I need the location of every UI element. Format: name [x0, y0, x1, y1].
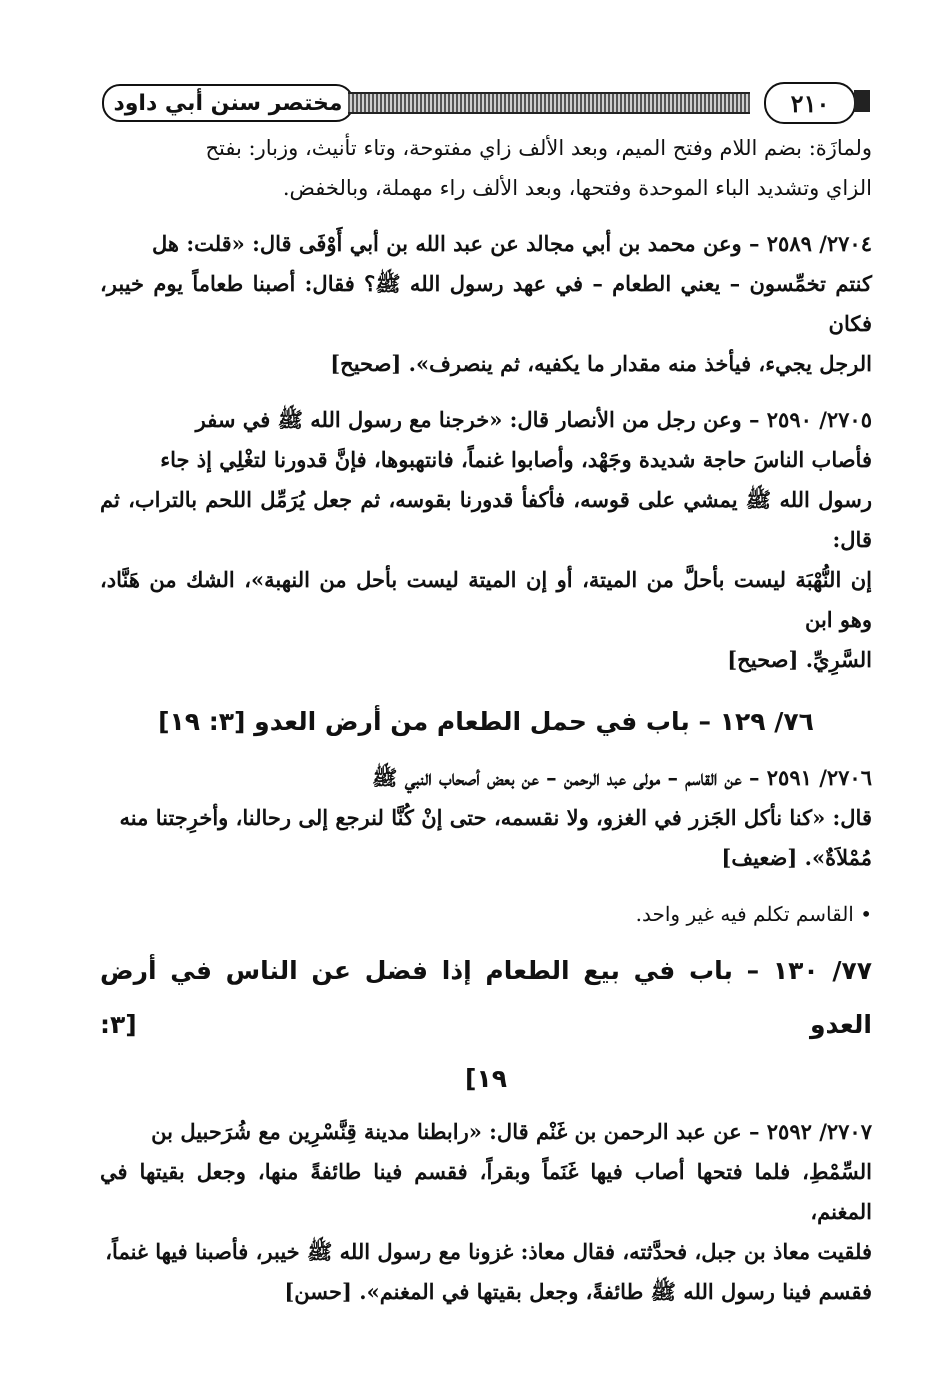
hadith-2705 [100, 400, 872, 680]
header-decorative-stripe [348, 92, 750, 114]
book-title: مختصر سنن أبي داود [102, 84, 354, 122]
header-end-block [854, 90, 870, 112]
text-line: ٢٧٠٤/ ٢٥٨٩ – وعن محمد بن أبي مجالد عن عبد الله بن أبي أَوْفَى قال: «قلت: هل [152, 231, 872, 256]
chapter-heading-line: ١٩] [465, 1064, 507, 1093]
text-line: مُمْلاَةٌ». [ضعيف] [721, 845, 872, 870]
text-line: فقسم فينا رسول الله ﷺ طائفةً، وجعل بقيتها في المغنم». [حسن] [284, 1279, 872, 1304]
chapter-heading-129: ٧٦/ ١٢٩ – باب في حمل الطعام من أرض العدو [٣: ١٩] [158, 707, 814, 736]
text-line: السَّرِيِّ. [صحيح] [727, 647, 872, 672]
text-line: الرجل يجيء، فيأخذ منه مقدار ما يكفيه، ثم ينصرف». [صحيح] [330, 351, 872, 376]
text-line: رسول الله ﷺ يمشي على قوسه، فأكفأ قدورنا بقوسه، ثم جعل يُرَمِّل اللحم بالتراب، ثم قال: [100, 487, 872, 552]
hadith-2707 [100, 1112, 872, 1312]
footnote-qasim: • القاسم تكلم فيه غير واحد. [635, 902, 872, 926]
text-line: فأصاب الناسَ حاجة شديدة وجَهْد، وأصابوا غنماً، فانتهبوها، فإنَّ قدورنا لتغْلِي إذ جاء [160, 447, 872, 472]
text-line: ٢٧٠٦/ ٢٥٩١ – عن القاسم – مولى عبد الرحمن – عن بعض أصحاب النبي ﷺ [372, 765, 872, 790]
hadith-2706 [100, 758, 872, 878]
page-number: ٢١٠ [764, 82, 856, 124]
hadith-2704 [100, 224, 872, 384]
paragraph-1 [100, 128, 872, 208]
page-header [98, 80, 870, 124]
text-line: الزاي وتشديد الباء الموحدة وفتحها، وبعد الألف راء مهملة، وبالخفض. [282, 176, 872, 200]
text-line: كنتم تخمِّسون – يعني الطعام – في عهد رسول الله ﷺ؟ فقال: أصبنا طعاماً يوم خيبر، فكان [100, 271, 872, 336]
text-line: فلقيت معاذ بن جبل، فحدَّثته، فقال معاذ: غزونا مع رسول الله ﷺ خيبر، فأصبنا فيها غنماً، [105, 1239, 872, 1264]
page-content [100, 128, 872, 1328]
chapter-heading-line: ٧٧/ ١٣٠ – باب في بيع الطعام إذا فضل عن الناس في أرض العدو [٣: [100, 956, 872, 1039]
text-line: إن النُّهْبَة ليست بأحلَّ من الميتة، أو إن الميتة ليست بأحل من النهبة»، الشك من هَنَّاد، وهو ابن [100, 567, 872, 632]
text-line: ٢٧٠٥/ ٢٥٩٠ – وعن رجل من الأنصار قال: «خرجنا مع رسول الله ﷺ في سفر [195, 407, 872, 432]
text-line: قال: «كنا نأكل الجَزر في الغزو، ولا نقسمه، حتى إنْ كُنَّا لنرجع إلى رحالنا، وأخرِجتنا منه [119, 805, 872, 830]
chapter-heading-130 [100, 944, 872, 1106]
text-line: السِّمْطِ، فلما فتحها أصاب فيها غَنَماً وبقراً، فقسم فينا طائفةً منها، وجعل بقيتها في المغنم، [100, 1159, 872, 1224]
text-line: ولمازَة: بضم اللام وفتح الميم، وبعد الألف زاي مفتوحة، وتاء تأنيث، وزبار: بفتح [205, 136, 872, 160]
text-line: ٢٧٠٧/ ٢٥٩٢ – عن عبد الرحمن بن غَنْم قال: «رابطنا مدينة قِنَّسْرِين مع شُرَحبيل بن [151, 1119, 872, 1144]
